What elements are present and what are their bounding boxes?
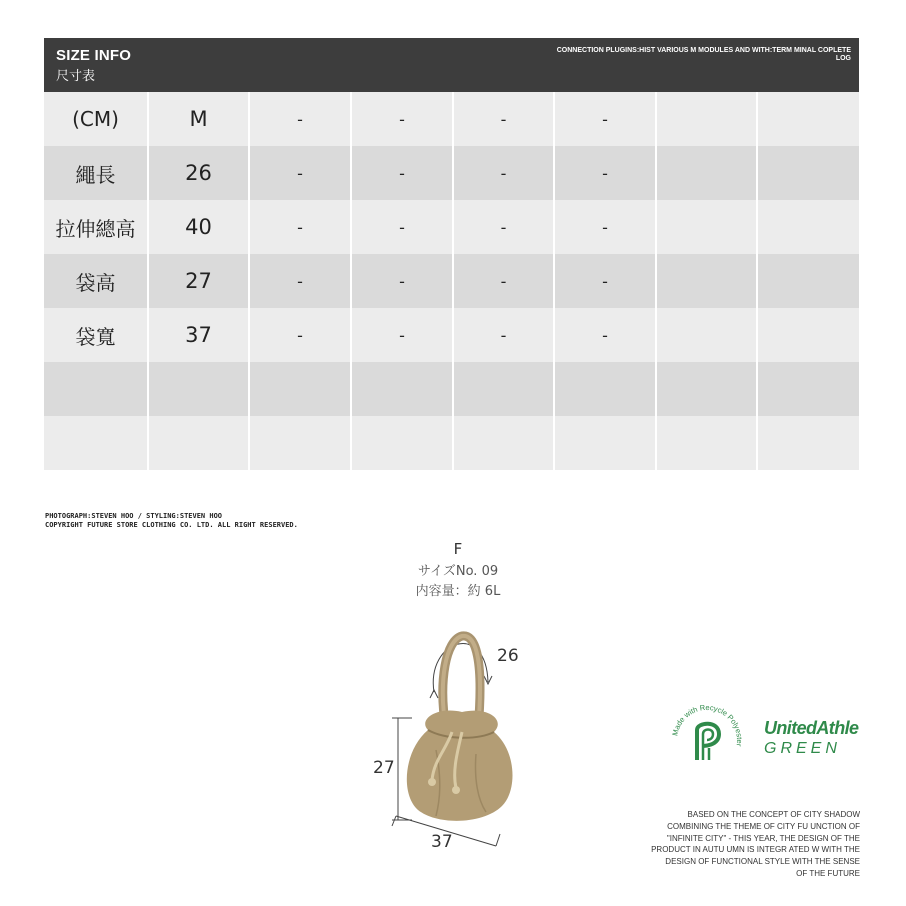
concept-line: DESIGN OF FUNCTIONAL STYLE WITH THE SENSE xyxy=(665,857,860,867)
strap-length-label: 26 xyxy=(497,646,519,666)
table-cell xyxy=(656,308,757,362)
table-cell xyxy=(351,416,453,470)
product-capacity: 内容量：約 6L xyxy=(415,584,501,599)
row-label-cell: 袋高 xyxy=(44,254,148,308)
header-note: CONNECTION PLUGINS:HIST VARIOUS M MODULES AND WITH:TERM MINAL COPLETE LOG xyxy=(556,47,851,62)
concept-line: COMBINING THE THEME OF CITY FU UNCTION OF xyxy=(667,821,860,831)
product-label xyxy=(358,540,558,602)
table-cell xyxy=(249,416,351,470)
table-cell: - xyxy=(554,200,656,254)
photo-credits xyxy=(45,512,298,530)
row-label-cell xyxy=(44,362,148,416)
table-cell xyxy=(757,200,859,254)
table-cell xyxy=(148,362,249,416)
table-cell xyxy=(453,362,554,416)
table-cell: - xyxy=(351,254,453,308)
product-letter: F xyxy=(453,540,463,558)
table-cell xyxy=(656,254,757,308)
table-cell: - xyxy=(249,308,351,362)
table-cell: 27 xyxy=(148,254,249,308)
recycle-polyester-icon xyxy=(669,702,745,778)
table-cell xyxy=(656,146,757,200)
table-cell: - xyxy=(453,92,554,146)
credits-line: COPYRIGHT FUTURE STORE CLOTHING CO. LTD. ALL RIGHT RESERVED. xyxy=(45,521,298,529)
table-cell xyxy=(656,200,757,254)
concept-line: PRODUCT IN AUTU UMN IS INTEGR ATED W WITH THE xyxy=(651,845,860,855)
table-row xyxy=(44,308,859,362)
recycle-logo-text: Made with Recycle Polyester xyxy=(670,702,745,748)
brand-name: UnitedAthle xyxy=(764,718,859,738)
table-cell: - xyxy=(351,146,453,200)
row-label-cell: 繩長 xyxy=(44,146,148,200)
table-cell xyxy=(656,362,757,416)
size-info-header xyxy=(44,38,859,92)
row-label-cell: (CM) xyxy=(44,92,148,146)
table-cell: - xyxy=(351,92,453,146)
table-cell: - xyxy=(249,92,351,146)
table-cell: - xyxy=(554,146,656,200)
table-cell: - xyxy=(453,308,554,362)
table-cell: - xyxy=(249,200,351,254)
table-cell xyxy=(554,416,656,470)
row-label-cell: 袋寬 xyxy=(44,308,148,362)
table-row xyxy=(44,362,859,416)
concept-line: OF THE FUTURE xyxy=(796,868,860,878)
size-table xyxy=(44,92,859,470)
concept-line: "INFINITE CITY" - THIS YEAR, THE DESIGN OF THE xyxy=(666,833,860,843)
table-cell xyxy=(757,362,859,416)
table-cell xyxy=(351,362,453,416)
table-cell xyxy=(148,416,249,470)
table-cell: - xyxy=(351,308,453,362)
table-cell: M xyxy=(148,92,249,146)
header-title: SIZE INFO xyxy=(56,47,132,64)
table-cell: 26 xyxy=(148,146,249,200)
brand-subname: GREEN xyxy=(764,740,841,757)
table-cell: - xyxy=(453,200,554,254)
table-cell xyxy=(757,254,859,308)
bag-width-label: 37 xyxy=(431,832,453,852)
product-size-number: サイズNo. 09 xyxy=(417,564,499,579)
table-cell xyxy=(656,92,757,146)
table-cell xyxy=(656,416,757,470)
table-cell xyxy=(757,416,859,470)
table-row xyxy=(44,254,859,308)
table-cell: - xyxy=(453,254,554,308)
table-cell xyxy=(249,362,351,416)
credits-line: PHOTOGRAPH:STEVEN HOO / STYLING:STEVEN HOO xyxy=(45,512,223,520)
table-cell: 40 xyxy=(148,200,249,254)
table-cell: - xyxy=(554,254,656,308)
table-cell: - xyxy=(554,92,656,146)
united-athle-green-logo xyxy=(764,718,858,758)
table-cell: - xyxy=(249,254,351,308)
table-cell: - xyxy=(249,146,351,200)
bag-height-label: 27 xyxy=(373,758,395,778)
table-row xyxy=(44,416,859,470)
row-label-cell xyxy=(44,416,148,470)
header-subtitle: 尺寸表 xyxy=(56,69,96,84)
table-cell xyxy=(453,416,554,470)
table-row xyxy=(44,92,859,146)
concept-text xyxy=(600,809,860,880)
table-cell: - xyxy=(554,308,656,362)
table-cell: 37 xyxy=(148,308,249,362)
table-cell xyxy=(757,146,859,200)
table-cell: - xyxy=(453,146,554,200)
table-cell: - xyxy=(351,200,453,254)
row-label-cell: 拉伸總高 xyxy=(44,200,148,254)
table-cell xyxy=(757,308,859,362)
table-cell xyxy=(757,92,859,146)
concept-line: BASED ON THE CONCEPT OF CITY SHADOW xyxy=(687,810,860,819)
table-cell xyxy=(554,362,656,416)
table-row xyxy=(44,200,859,254)
table-row xyxy=(44,146,859,200)
